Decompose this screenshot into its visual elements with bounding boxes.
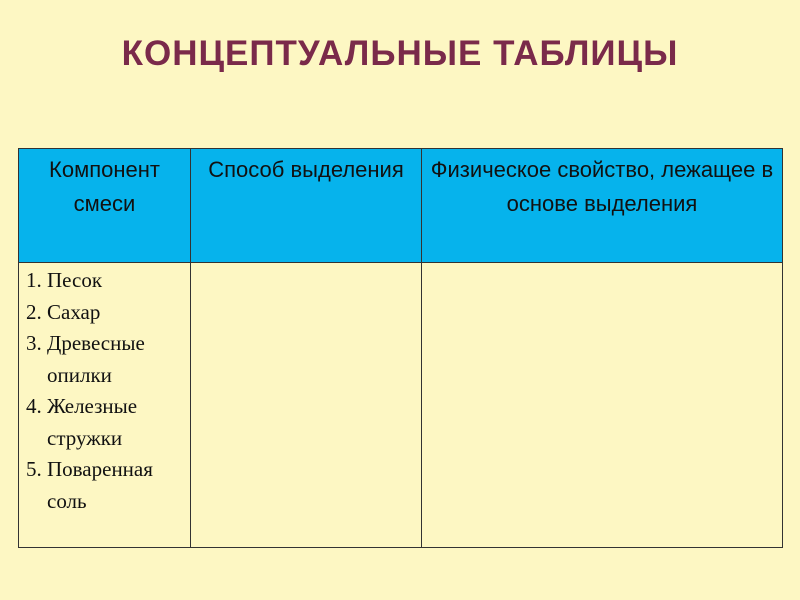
table-row (19, 263, 783, 548)
list-item: 1. Песок (47, 265, 190, 297)
method-cell[interactable] (191, 263, 422, 548)
components-cell (19, 263, 191, 548)
page-title: КОНЦЕПТУАЛЬНЫЕ ТАБЛИЦЫ (121, 34, 679, 73)
concept-table (18, 148, 783, 548)
header-component: Компонент смеси (19, 149, 191, 263)
header-property: Физическое свойство, лежащее в основе выделения (422, 149, 783, 263)
list-item: 5. Поваренная соль (47, 454, 190, 517)
list-item: 2. Сахар (47, 297, 190, 329)
property-cell[interactable] (422, 263, 783, 548)
list-item: 3. Древесные опилки (47, 328, 190, 391)
table-header-row (19, 149, 783, 263)
components-list (19, 265, 190, 517)
header-method: Способ выделения (191, 149, 422, 263)
list-item: 4. Железные стружки (47, 391, 190, 454)
